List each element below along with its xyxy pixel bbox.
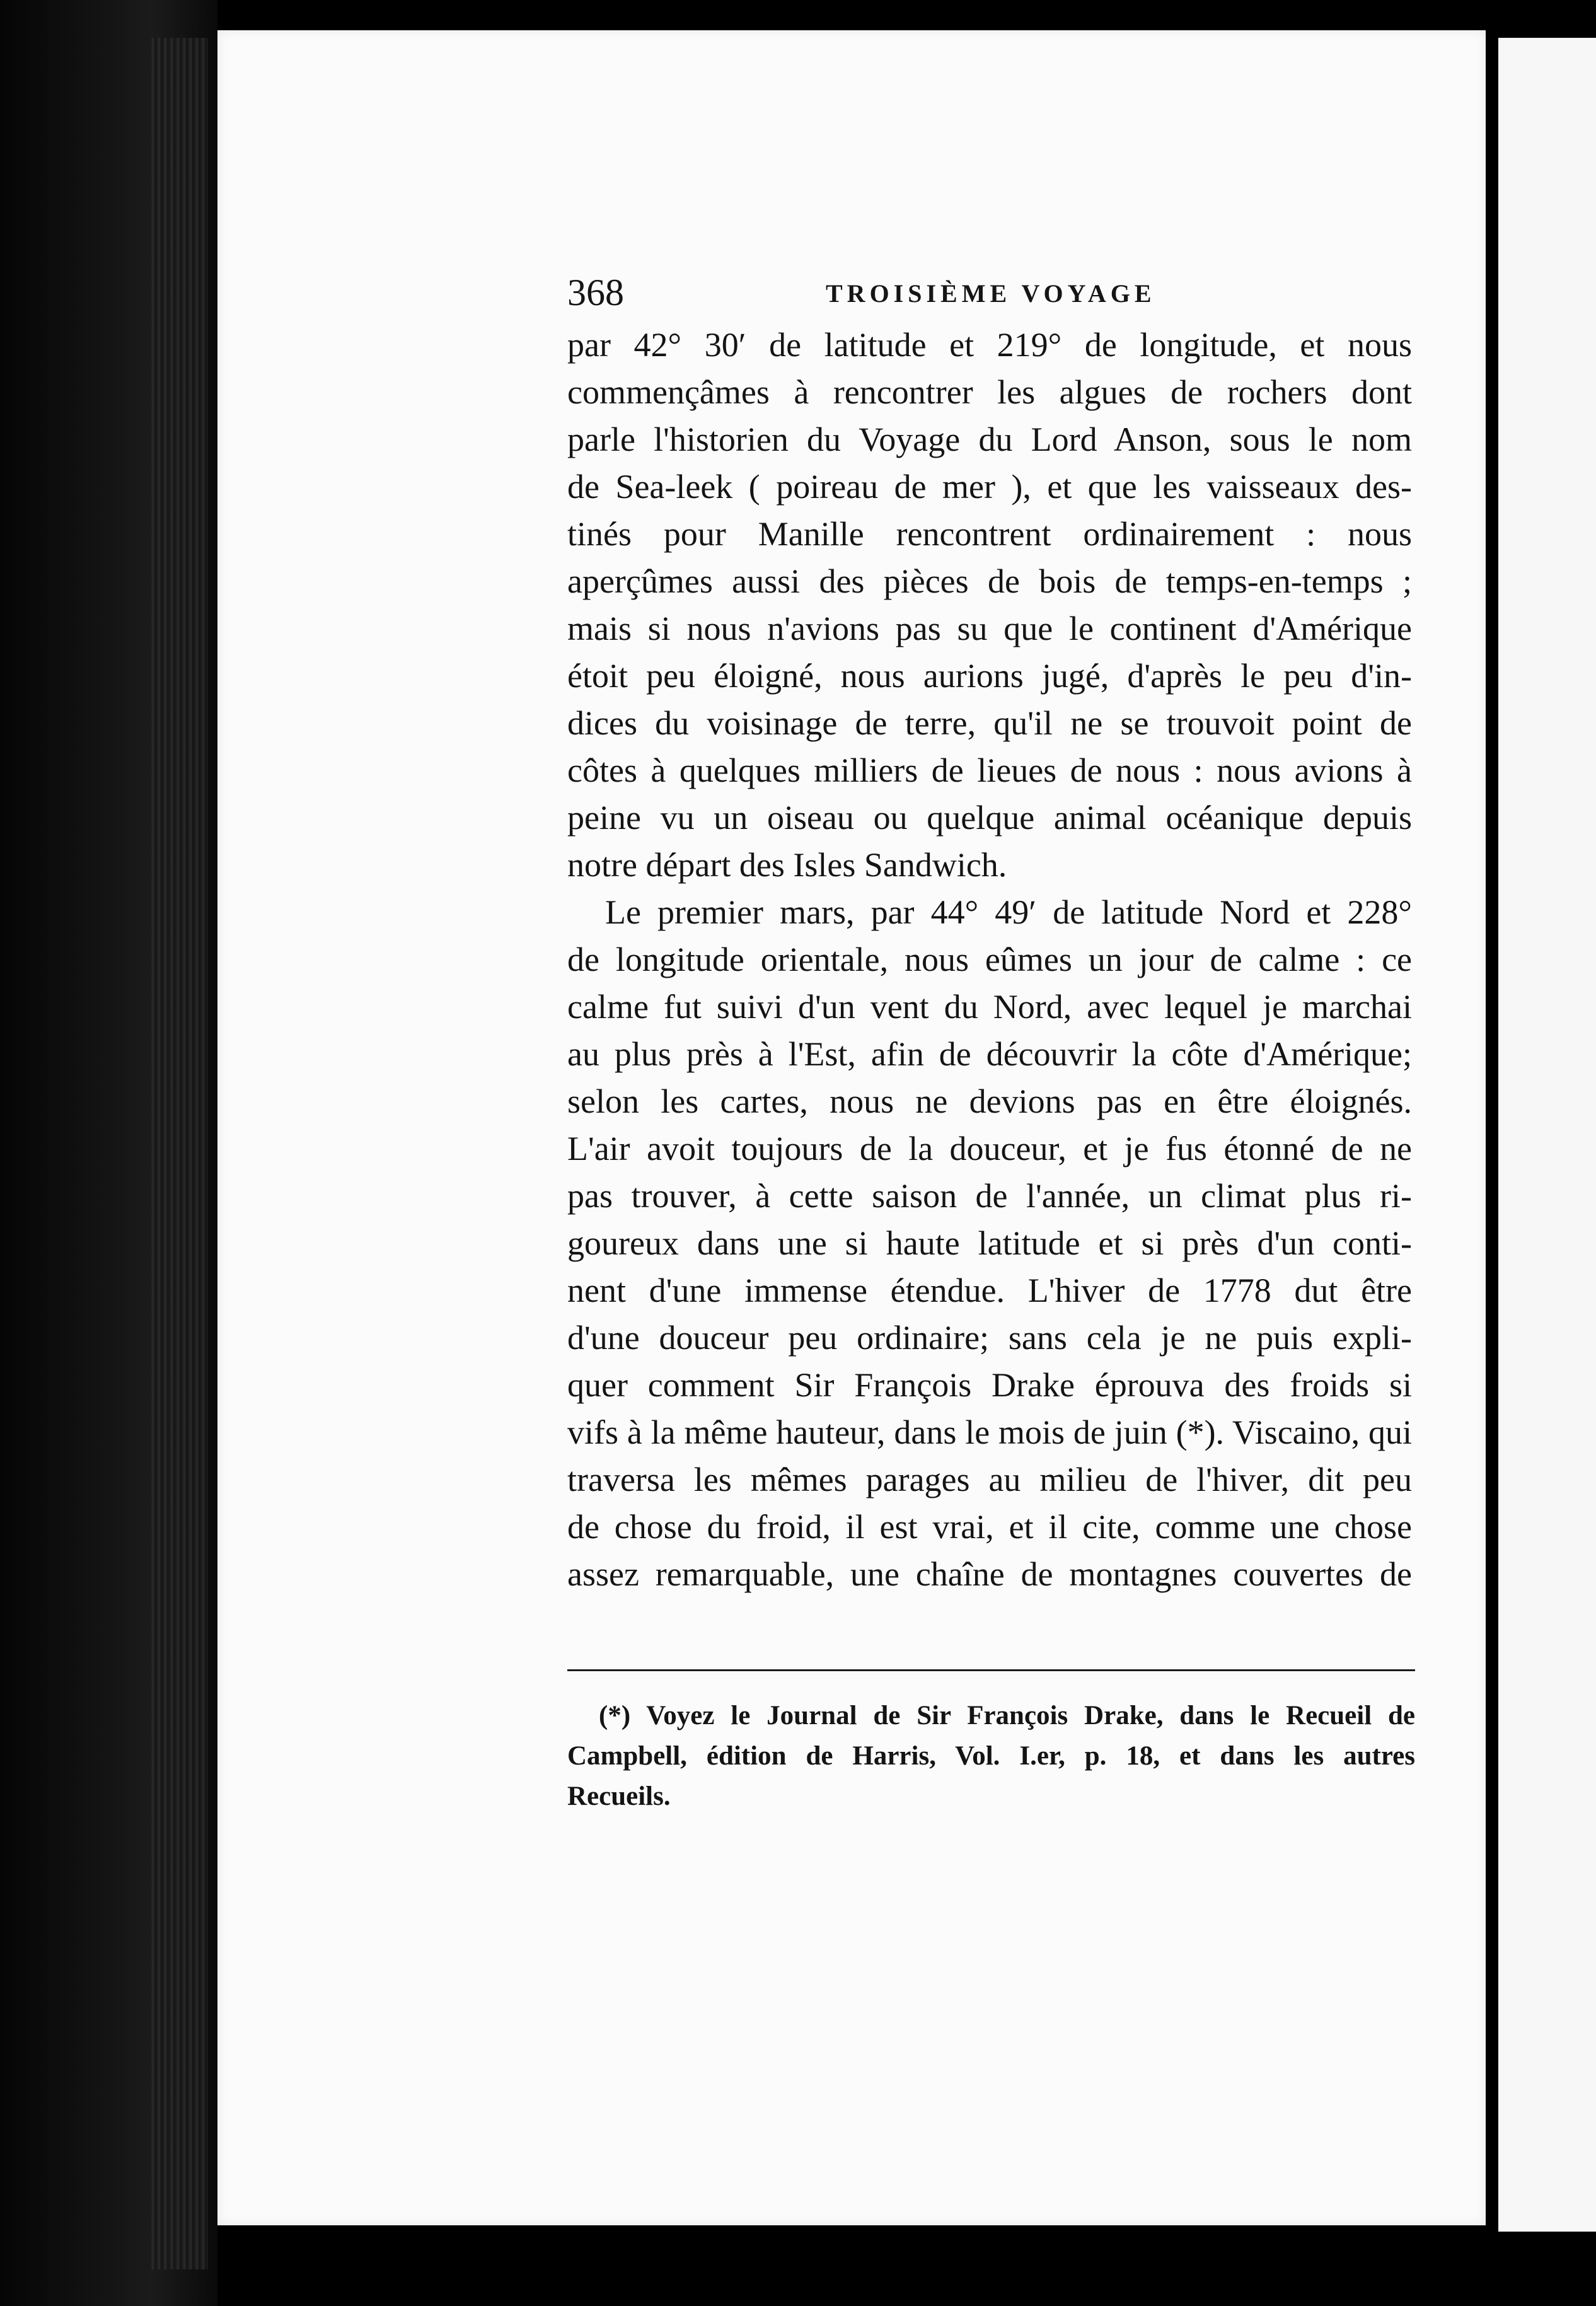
footnote-line: Campbell, édition de Harris, Vol. I.er, p. 18, et dans les autres <box>567 1741 1415 1771</box>
footnote <box>567 1696 1415 1817</box>
running-head <box>567 271 1412 315</box>
text-line: traversa les mêmes parages au milieu de l'hiver, dit peu <box>567 1461 1412 1498</box>
paragraph-1 <box>567 322 1412 889</box>
page-gutter <box>1486 0 1498 2306</box>
footnote-line: Recueils. <box>567 1782 671 1811</box>
text-line: parle l'historien du Voyage du Lord Anson, sous le nom <box>567 420 1412 458</box>
text-line: notre départ des Isles Sandwich. <box>567 846 1007 884</box>
text-line: de longitude orientale, nous eûmes un jour de calme : ce <box>567 941 1412 978</box>
page-number: 368 <box>567 272 624 313</box>
text-line: assez remarquable, une chaîne de montagnes couvertes de <box>567 1555 1412 1593</box>
text-line: nent d'une immense étendue. L'hiver de 1778 dut être <box>567 1272 1412 1309</box>
body-text <box>567 322 1412 1598</box>
text-line: tinés pour Manille rencontrent ordinairement : nous <box>567 515 1412 553</box>
text-line: mais si nous n'avions pas su que le continent d'Amérique <box>567 610 1412 647</box>
text-line: au plus près à l'Est, afin de découvrir la côte d'Amérique; <box>567 1035 1412 1073</box>
text-line: quer comment Sir François Drake éprouva des froids si <box>567 1366 1412 1404</box>
text-line: de Sea-leek ( poireau de mer ), et que les vaisseaux des- <box>567 468 1412 506</box>
facing-page-edge <box>1498 38 1596 2232</box>
text-line: pas trouver, à cette saison de l'année, un climat plus ri- <box>567 1177 1412 1215</box>
text-line: côtes à quelques milliers de lieues de nous : nous avions à <box>567 751 1412 789</box>
text-line: de chose du froid, il est vrai, et il cite, comme une chose <box>567 1508 1412 1546</box>
text-line: dices du voisinage de terre, qu'il ne se trouvoit point de <box>567 704 1412 742</box>
text-line: par 42° 30′ de latitude et 219° de longitude, et nous <box>567 326 1412 364</box>
text-line: L'air avoit toujours de la douceur, et je fus étonné de ne <box>567 1130 1412 1167</box>
running-title: TROISIÈME VOYAGE <box>826 279 1156 308</box>
text-line: peine vu un oiseau ou quelque animal océanique depuis <box>567 799 1412 837</box>
text-line: commençâmes à rencontrer les algues de rochers dont <box>567 373 1412 411</box>
footnote-rule <box>567 1669 1415 1671</box>
text-line: d'une douceur peu ordinaire; sans cela je ne puis expli- <box>567 1319 1412 1357</box>
paragraph-2 <box>567 889 1412 1598</box>
footnote-line: (*) Voyez le Journal de Sir François Drake, dans le Recueil de <box>599 1701 1415 1730</box>
text-line: vifs à la même hauteur, dans le mois de juin (*). Viscaino, qui <box>567 1413 1412 1451</box>
book-spine-edge <box>0 0 217 2306</box>
text-line: Le premier mars, par 44° 49′ de latitude Nord et 228° <box>605 893 1412 931</box>
page-edges <box>151 38 208 2269</box>
text-line: étoit peu éloigné, nous aurions jugé, d'après le peu d'in- <box>567 657 1412 695</box>
text-line: selon les cartes, nous ne devions pas en être éloignés. <box>567 1082 1412 1120</box>
text-line: aperçûmes aussi des pièces de bois de temps-en-temps ; <box>567 562 1412 600</box>
text-line: calme fut suivi d'un vent du Nord, avec lequel je marchai <box>567 988 1412 1026</box>
text-line: goureux dans une si haute latitude et si près d'un conti- <box>567 1224 1412 1262</box>
